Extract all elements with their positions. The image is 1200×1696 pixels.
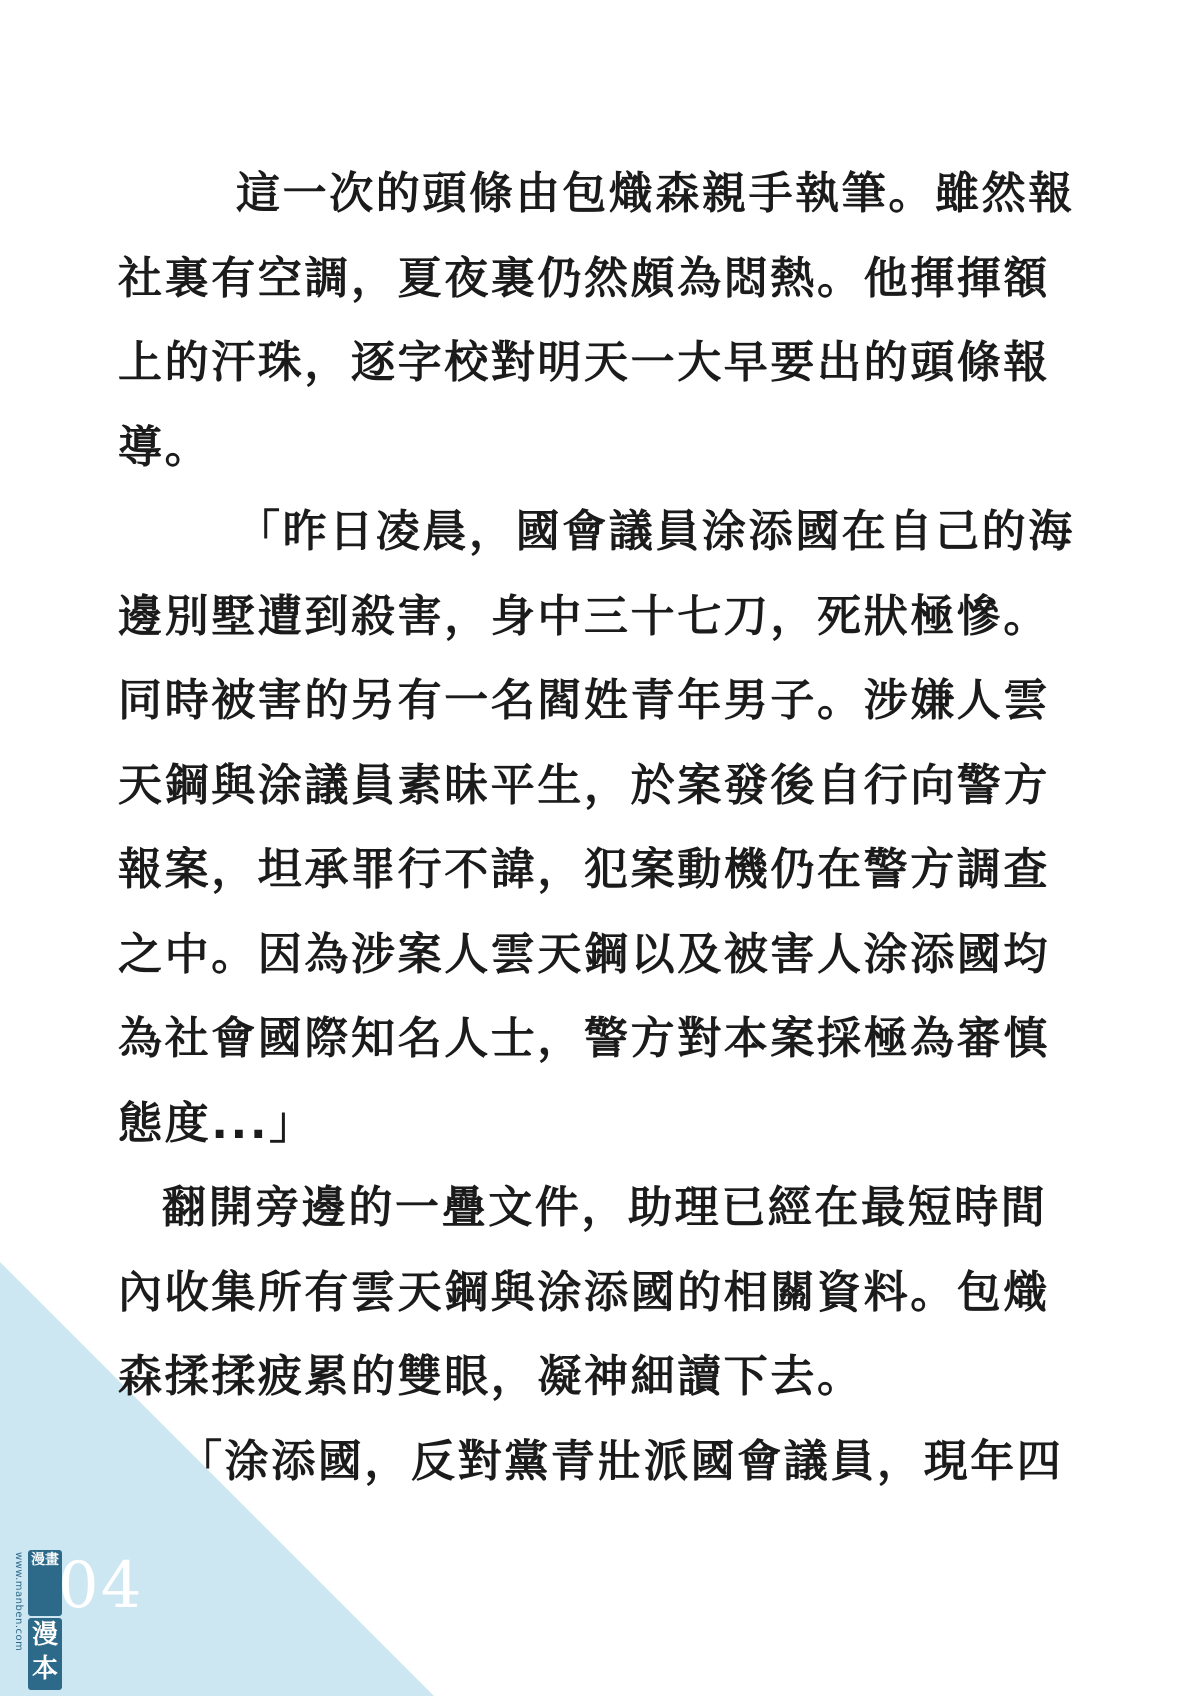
text-line: 「涂添國，反對黨青壯派國會議員，現年四	[178, 1435, 1064, 1487]
text-line: 天鋼與涂議員素昧平生，於案發後自行向警方	[118, 759, 1050, 811]
watermark-url: www.manben.com	[13, 1552, 24, 1652]
text-line: 「昨日凌晨，國會議員涂添國在自己的海	[236, 506, 1075, 557]
text-line: 翻開旁邊的一疊文件，助理已經在最短時間	[162, 1182, 1048, 1233]
text-line: 邊別墅遭到殺害，身中三十七刀，死狀極慘。	[118, 590, 1050, 642]
text-line: 為社會國際知名人士，警方對本案採極為審慎	[118, 1013, 1050, 1064]
watermark-logo-top: 漫畫	[28, 1550, 62, 1616]
text-line: 內收集所有雲天鋼與涂添國的相關資料。包熾	[118, 1266, 1050, 1318]
text-line: 社裏有空調，夏夜裏仍然頗為悶熱。他揮揮額	[118, 252, 1050, 304]
text-line: 上的汗珠，逐字校對明天一大早要出的頭條報	[118, 337, 1050, 388]
text-line: 森揉揉疲累的雙眼，凝神細讀下去。	[118, 1351, 864, 1402]
page-number: 04	[58, 1549, 144, 1623]
text-line: 之中。因為涉案人雲天鋼以及被害人涂添國均	[118, 928, 1050, 980]
text-line: 態度...」	[118, 1097, 316, 1149]
story-text	[118, 152, 1088, 1504]
text-line: 報案，坦承罪行不諱，犯案動機仍在警方調查	[118, 844, 1050, 895]
watermark-logo-bottom: 漫本	[28, 1618, 62, 1690]
text-line: 同時被害的另有一名閻姓青年男子。涉嫌人雲	[118, 675, 1050, 726]
text-line: 這一次的頭條由包熾森親手執筆。雖然報	[236, 168, 1075, 219]
text-line: 導。	[118, 421, 212, 473]
